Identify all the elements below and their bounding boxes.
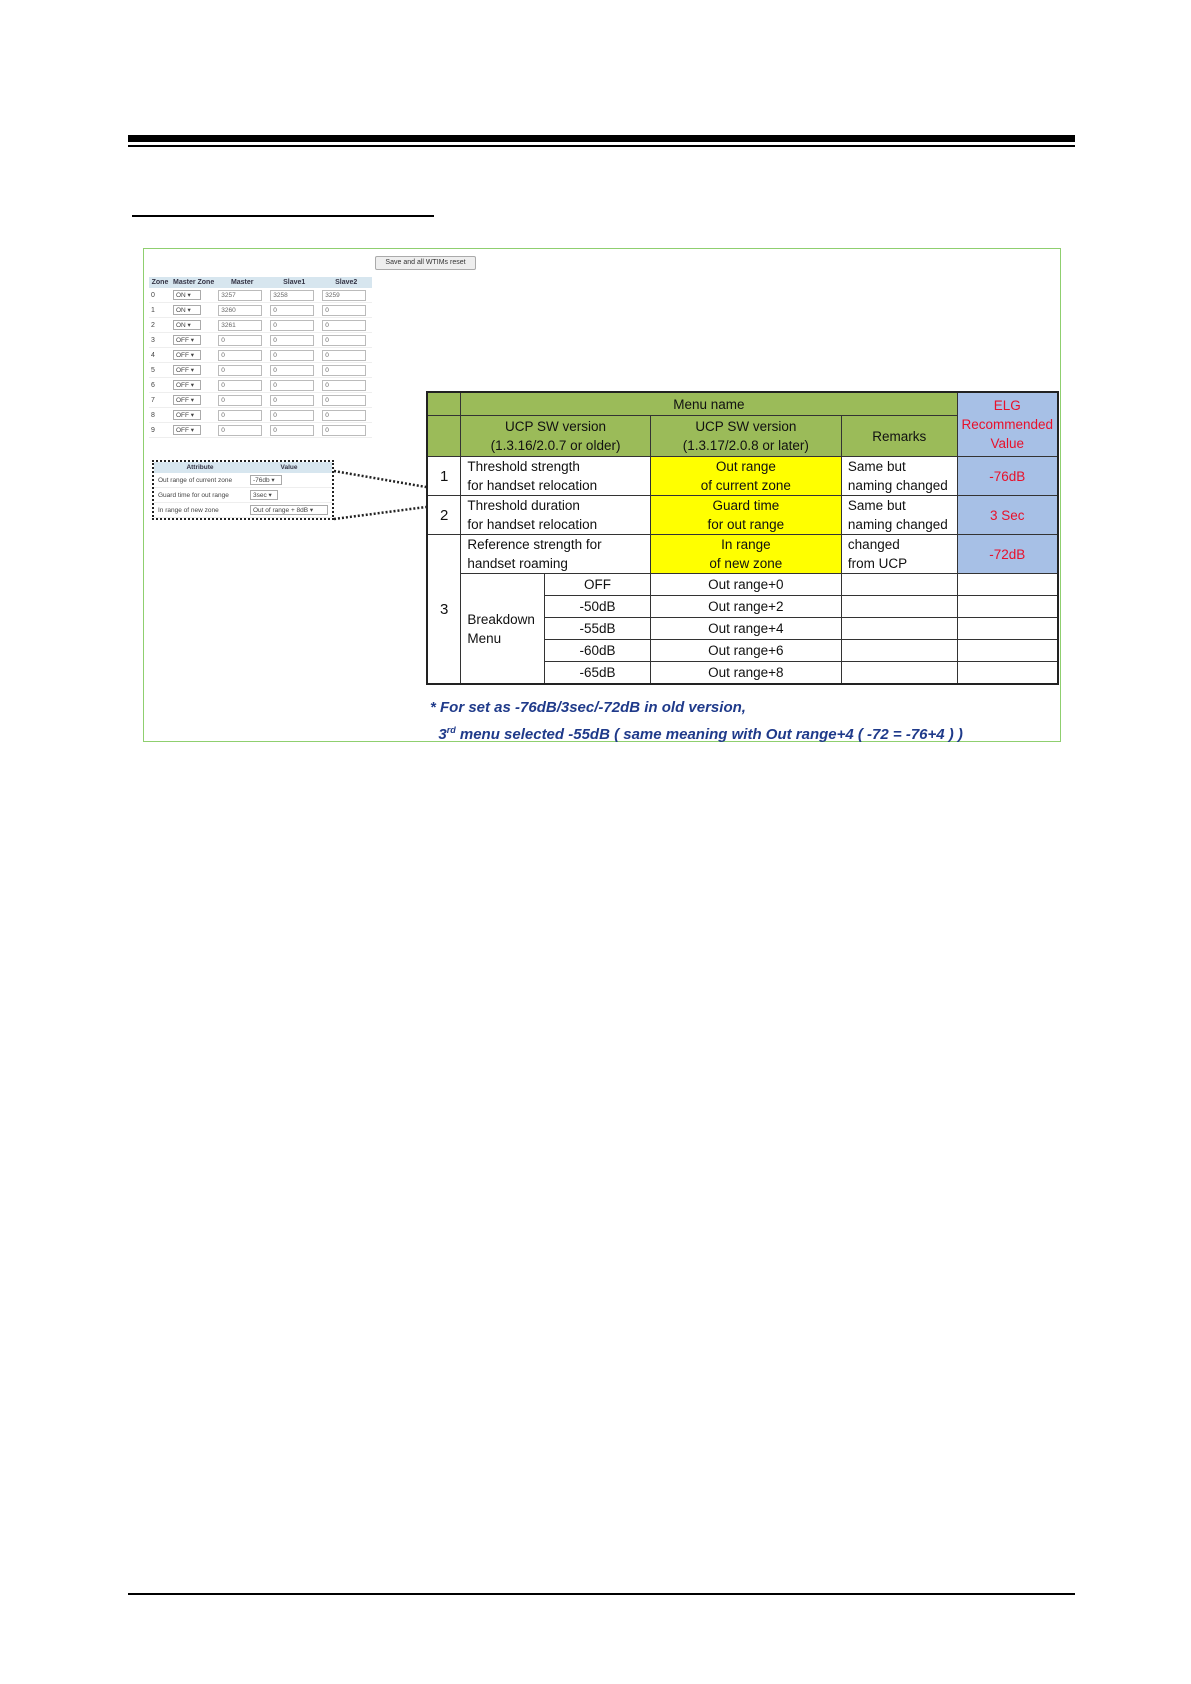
breakdown-elg: [957, 618, 1058, 640]
slave1-input[interactable]: 0: [270, 320, 314, 331]
zone-table-header: Slave2: [320, 277, 372, 288]
master-zone-select[interactable]: OFF ▾: [173, 395, 201, 405]
breakdown-elg: [957, 640, 1058, 662]
breakdown-new: Out range+2: [650, 596, 841, 618]
figure-frame: [143, 248, 1061, 742]
slave1-input[interactable]: 0: [270, 365, 314, 376]
master-input[interactable]: 3261: [218, 320, 262, 331]
master-input[interactable]: 0: [218, 365, 262, 376]
zone-table-header: Slave1: [268, 277, 320, 288]
master-input[interactable]: 3260: [218, 305, 262, 316]
footnote-line2: 3rd menu selected -55dB ( same meaning with Out range+4 ( -72 = -76+4 ) ): [438, 725, 963, 743]
row-number: 1: [427, 457, 461, 496]
master-input[interactable]: 0: [218, 395, 262, 406]
old-version-header: UCP SW version (1.3.16/2.0.7 or older): [461, 416, 650, 457]
zone-index: 9: [149, 423, 171, 438]
row-number: 3: [427, 535, 461, 685]
footer-rule: [128, 1593, 1075, 1595]
slave2-input[interactable]: 0: [322, 365, 366, 376]
zone-index: 4: [149, 348, 171, 363]
breakdown-new: Out range+0: [650, 574, 841, 596]
attribute-label: In range of new zone: [158, 506, 219, 514]
breakdown-remarks: [841, 574, 957, 596]
slave1-input[interactable]: 0: [270, 305, 314, 316]
zone-table-header: Master Zone: [173, 279, 215, 286]
remarks-cell: Same but naming changed: [841, 457, 957, 496]
attribute-label: Guard time for out range: [158, 491, 229, 499]
footnote-line1: * For set as -76dB/3sec/-72dB in old version,: [430, 699, 746, 716]
breakdown-label: Breakdown Menu: [461, 574, 545, 685]
slave1-input[interactable]: 0: [270, 380, 314, 391]
slave2-input[interactable]: 0: [322, 320, 366, 331]
slave2-input[interactable]: 0: [322, 335, 366, 346]
footnote: [430, 697, 963, 746]
slave1-input[interactable]: 0: [270, 410, 314, 421]
breakdown-old: -55dB: [545, 618, 651, 640]
header-corner: [427, 392, 461, 416]
master-input[interactable]: 0: [218, 425, 262, 436]
zone-table-header: Master: [216, 277, 268, 288]
elg-value: -76dB: [957, 457, 1058, 496]
breakdown-old: -50dB: [545, 596, 651, 618]
slave1-input[interactable]: 0: [270, 395, 314, 406]
slave2-input[interactable]: 0: [322, 350, 366, 361]
breakdown-remarks: [841, 596, 957, 618]
header-corner: [427, 416, 461, 457]
slave1-input[interactable]: 0: [270, 335, 314, 346]
attribute-label: Out range of current zone: [158, 476, 233, 484]
master-zone-select[interactable]: OFF ▾: [173, 410, 201, 420]
header-rule-thick: [128, 135, 1075, 142]
zone-index: 0: [149, 288, 171, 303]
breakdown-remarks: [841, 640, 957, 662]
attribute-header: Attribute: [186, 464, 214, 471]
value-header: Value: [280, 464, 298, 471]
breakdown-elg: [957, 662, 1058, 685]
out-range-select[interactable]: -76db ▾: [250, 475, 282, 485]
zone-index: 6: [149, 378, 171, 393]
zone-index: 2: [149, 318, 171, 333]
old-menu-name: Reference strength for handset roaming: [461, 535, 650, 574]
master-zone-select[interactable]: OFF ▾: [173, 350, 201, 360]
slave2-input[interactable]: 0: [322, 395, 366, 406]
old-menu-name: Threshold duration for handset relocation: [461, 496, 650, 535]
slave2-input[interactable]: 0: [322, 305, 366, 316]
slave2-input[interactable]: 0: [322, 425, 366, 436]
new-menu-name: In range of new zone: [650, 535, 841, 574]
slave1-input[interactable]: 3258: [270, 290, 314, 301]
master-input[interactable]: 3257: [218, 290, 262, 301]
zone-index: 7: [149, 393, 171, 408]
slave1-input[interactable]: 0: [270, 350, 314, 361]
breakdown-old: OFF: [545, 574, 651, 596]
master-zone-select[interactable]: ON ▾: [173, 305, 201, 315]
save-and-reset-button[interactable]: Save and all WTIMs reset: [375, 256, 476, 270]
master-zone-select[interactable]: ON ▾: [173, 290, 201, 300]
breakdown-new: Out range+8: [650, 662, 841, 685]
guard-time-select[interactable]: 3sec ▾: [250, 490, 278, 500]
new-menu-name: Guard time for out range: [650, 496, 841, 535]
breakdown-new: Out range+4: [650, 618, 841, 640]
menu-comparison-table: [426, 391, 1059, 685]
remarks-cell: changed from UCP: [841, 535, 957, 574]
master-input[interactable]: 0: [218, 335, 262, 346]
zone-index: 3: [149, 333, 171, 348]
zone-index: 1: [149, 303, 171, 318]
breakdown-old: -65dB: [545, 662, 651, 685]
old-menu-name: Threshold strength for handset relocation: [461, 457, 650, 496]
master-input[interactable]: 0: [218, 350, 262, 361]
section-heading-underline: [132, 215, 434, 217]
slave1-input[interactable]: 0: [270, 425, 314, 436]
zone-table-header: Zone: [149, 277, 171, 288]
slave2-input[interactable]: 0: [322, 410, 366, 421]
elg-value: 3 Sec: [957, 496, 1058, 535]
master-zone-select[interactable]: OFF ▾: [173, 425, 201, 435]
elg-header: ELG Recommended Value: [957, 392, 1058, 457]
zone-index: 5: [149, 363, 171, 378]
slave2-input[interactable]: 0: [322, 380, 366, 391]
in-range-select[interactable]: Out of range + 8dB ▾: [250, 505, 328, 515]
breakdown-elg: [957, 574, 1058, 596]
callout-connector: [144, 249, 444, 549]
breakdown-remarks: [841, 662, 957, 685]
remarks-cell: Same but naming changed: [841, 496, 957, 535]
breakdown-elg: [957, 596, 1058, 618]
breakdown-remarks: [841, 618, 957, 640]
slave2-input[interactable]: 3259: [322, 290, 366, 301]
master-zone-select[interactable]: OFF ▾: [173, 335, 201, 345]
elg-value: -72dB: [957, 535, 1058, 574]
master-zone-select[interactable]: OFF ▾: [173, 365, 201, 375]
zone-index: 8: [149, 408, 171, 423]
master-input[interactable]: 0: [218, 410, 262, 421]
master-zone-select[interactable]: OFF ▾: [173, 380, 201, 390]
remarks-header: Remarks: [841, 416, 957, 457]
menu-name-header: Menu name: [461, 392, 957, 416]
row-number: 2: [427, 496, 461, 535]
master-zone-select[interactable]: ON ▾: [173, 320, 201, 330]
header-rule-thin: [128, 145, 1075, 147]
new-menu-name: Out range of current zone: [650, 457, 841, 496]
master-input[interactable]: 0: [218, 380, 262, 391]
breakdown-new: Out range+6: [650, 640, 841, 662]
new-version-header: UCP SW version (1.3.17/2.0.8 or later): [650, 416, 841, 457]
breakdown-old: -60dB: [545, 640, 651, 662]
